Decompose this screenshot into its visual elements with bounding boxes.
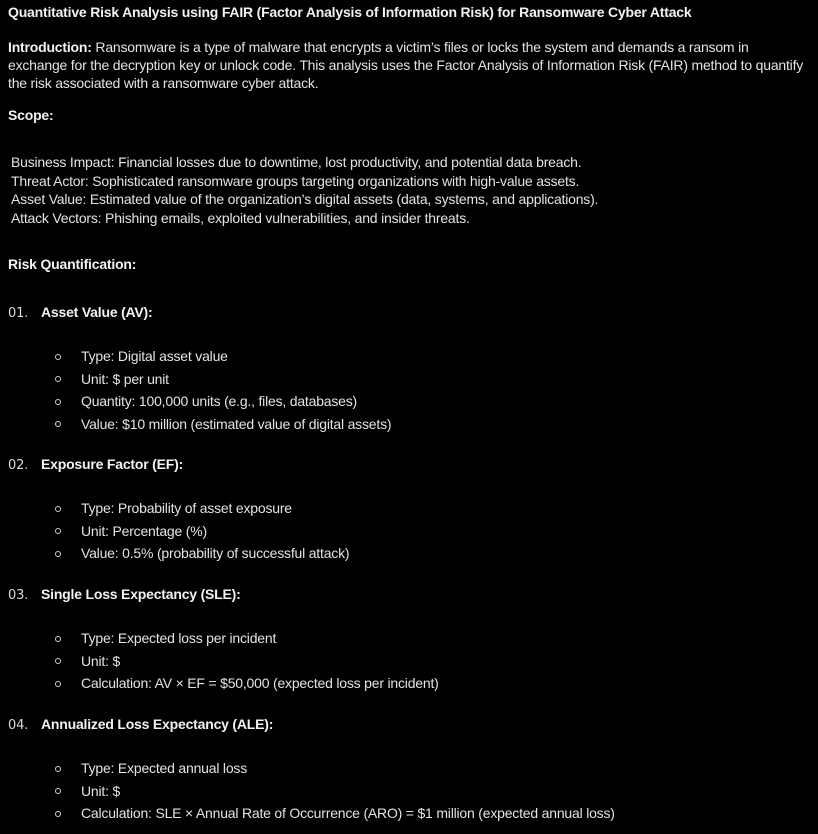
list-item <box>8 627 798 650</box>
section-title: Single Loss Expectancy (SLE): <box>41 586 241 602</box>
section-header <box>8 716 798 736</box>
list-item-text: Type: Digital asset value <box>81 348 228 364</box>
section-asset-value <box>8 304 798 435</box>
list-item-text: Type: Expected annual loss <box>81 760 248 776</box>
list-item <box>8 780 798 803</box>
list-item <box>8 520 798 543</box>
section-number: 03. <box>8 588 29 603</box>
list-item-text: Type: Probability of asset exposure <box>81 500 292 516</box>
list-item <box>8 542 798 565</box>
list-item-text: Unit: Percentage (%) <box>81 522 207 539</box>
scope-item-asset-value: Asset Value: Estimated value of the organization’s digital assets (data, systems, and applications). <box>11 191 599 207</box>
bullet-circle-icon <box>55 421 61 427</box>
bullet-circle-icon <box>55 766 61 772</box>
section-title: Annualized Loss Expectancy (ALE): <box>41 716 274 732</box>
list-item-text: Quantity: 100,000 units (e.g., files, databases) <box>81 393 358 410</box>
section-bullet-list <box>8 757 798 825</box>
section-bullet-list <box>8 345 798 435</box>
list-item-text: Calculation: SLE × Annual Rate of Occurrence (ARO) = $1 million (expected annual loss) <box>81 805 615 822</box>
list-item-text: Unit: $ <box>81 782 121 799</box>
list-item-text: Value: 0.5% (probability of successful attack) <box>81 545 350 562</box>
list-item <box>8 672 798 695</box>
section-exposure-factor <box>8 456 798 565</box>
introduction-paragraph <box>8 38 808 92</box>
scope-item-business-impact: Business Impact: Financial losses due to downtime, lost productivity, and potential data breach. <box>11 154 582 170</box>
bullet-circle-icon <box>55 528 61 534</box>
risk-quantification-heading: Risk Quantification: <box>8 256 137 272</box>
list-item <box>8 802 798 825</box>
bullet-circle-icon <box>55 658 61 664</box>
list-item <box>8 413 798 436</box>
list-item-text: Unit: $ <box>81 652 121 669</box>
scope-list <box>11 153 801 227</box>
section-single-loss-expectancy <box>8 586 798 695</box>
introduction-label: Introduction: <box>8 39 92 55</box>
list-item <box>8 650 798 673</box>
scope-heading: Scope: <box>8 107 54 123</box>
bullet-circle-icon <box>55 354 61 360</box>
bullet-circle-icon <box>55 506 61 512</box>
list-item-text: Type: Expected loss per incident <box>81 630 277 646</box>
list-item <box>8 368 798 391</box>
section-title: Exposure Factor (EF): <box>41 456 184 472</box>
section-bullet-list <box>8 627 798 695</box>
bullet-circle-icon <box>55 376 61 382</box>
section-number: 02. <box>8 458 29 473</box>
section-header <box>8 456 798 476</box>
list-item-text: Unit: $ per unit <box>81 370 169 387</box>
section-bullet-list <box>8 497 798 565</box>
bullet-circle-icon <box>55 681 61 687</box>
list-item <box>8 345 798 368</box>
introduction-text: Ransomware is a type of malware that encrypts a victim’s files or locks the system and demands a ransom in exchange for the decryption key or unlock code. This analysis uses the Factor Analysis of Information Risk (FAIR) method to quantify the risk associated with a ransomware cyber attack. <box>8 39 804 91</box>
bullet-circle-icon <box>55 788 61 794</box>
scope-item-threat-actor: Threat Actor: Sophisticated ransomware groups targeting organizations with high-value assets. <box>11 172 580 189</box>
section-header <box>8 586 798 606</box>
section-number: 04. <box>8 718 29 733</box>
scope-item-attack-vectors: Attack Vectors: Phishing emails, exploited vulnerabilities, and insider threats. <box>11 209 470 226</box>
list-item-text: Value: $10 million (estimated value of digital assets) <box>81 415 392 432</box>
section-annualized-loss-expectancy <box>8 716 798 825</box>
bullet-circle-icon <box>55 811 61 817</box>
bullet-circle-icon <box>55 551 61 557</box>
bullet-circle-icon <box>55 636 61 642</box>
list-item <box>8 497 798 520</box>
section-number: 01. <box>8 306 29 321</box>
section-header <box>8 304 798 324</box>
list-item <box>8 390 798 413</box>
bullet-circle-icon <box>55 399 61 405</box>
section-title: Asset Value (AV): <box>41 304 153 320</box>
document-title: Quantitative Risk Analysis using FAIR (Factor Analysis of Information Risk) for Ransomware Cyber Attack <box>8 4 692 20</box>
list-item <box>8 757 798 780</box>
list-item-text: Calculation: AV × EF = $50,000 (expected loss per incident) <box>81 675 439 692</box>
